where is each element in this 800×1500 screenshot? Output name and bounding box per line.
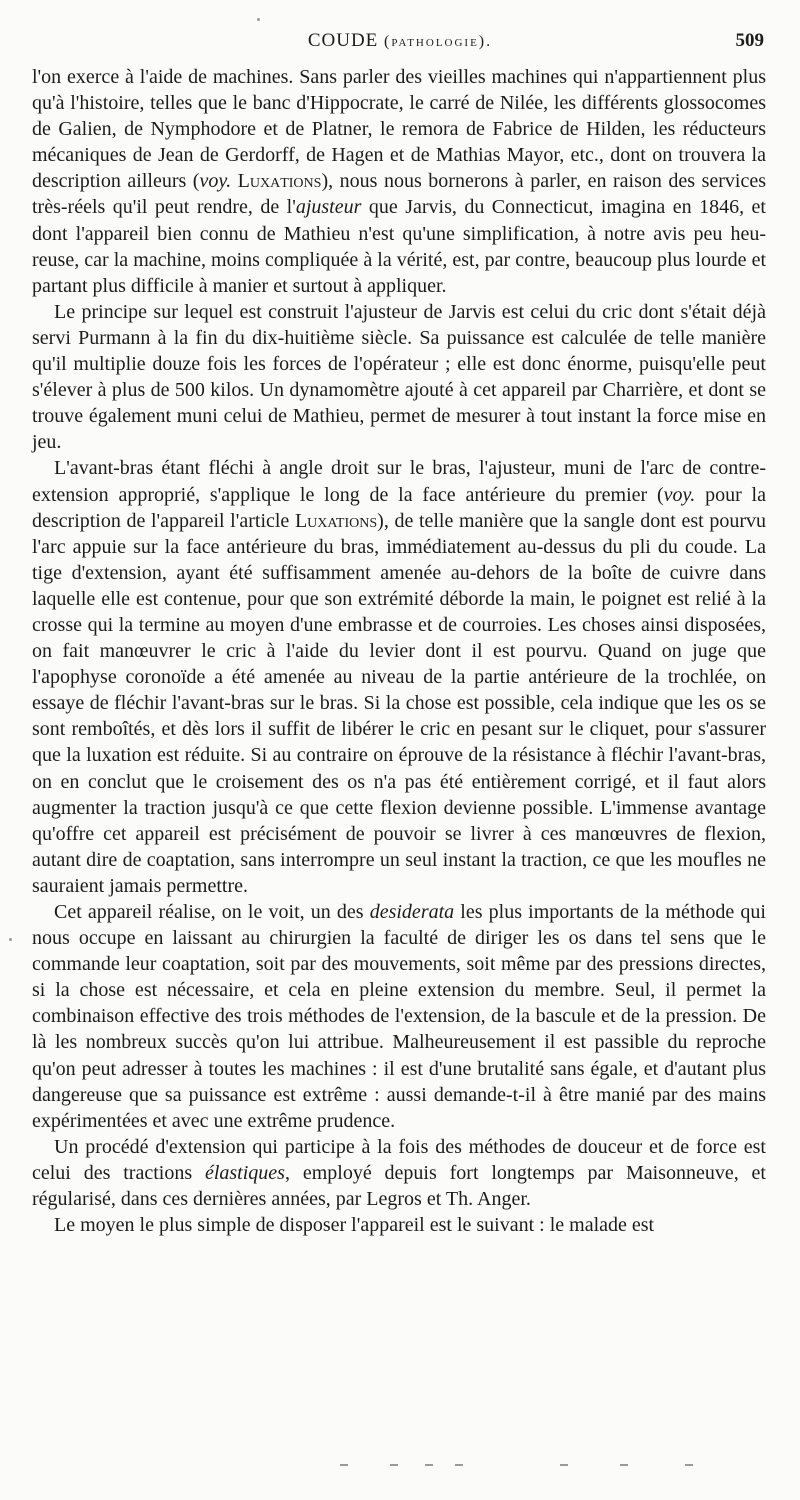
small-caps-run: Luxations (294, 509, 378, 532)
page-number: 509 (735, 30, 764, 51)
paragraph (32, 1134, 766, 1212)
text-run: Le principe sur lequel est construit l'ajusteur de Jarvis est celui du cric dont s'était déjà servi Purmann à la fin du dix-huitième siècle. Sa puissance est calculée de telle manière qu'il multiplie douze fois les forces de l'opérateur ; elle est donc énorme, puisqu'elle peut s'élever à plus de 500 kilos. Un dynamomètre ajouté à cet appareil par Charrière, et dont se trouve également muni celui de Mathieu, permet de mesurer à tout instant la force mise en jeu. (32, 300, 766, 454)
margin-dot (257, 18, 260, 21)
text-run: ), de telle manière que la sangle dont est pourvu l'arc appuie sur la face antérieure du bras, immédiatement au-dessus du pli du coude. La tige d'extension, ayant été suffisamment amenée au-dehors de la boîte de cuivre dans laquelle elle est contenue, pour que son extrémité déborde la main, le poignet est relié à la crosse qui la termine au moyen d'une embrasse et de courroies. Les choses ainsi disposées, on fait manœuvrer le cric à l'aide du levier dont il est pourvu. Quand on juge que l'apophyse coronoïde a été amenée au niveau de la partie antérieure de la trochlée, on essaye de fléchir l'avant-bras sur le bras. Si la chose est possible, cela indique que les os se sont remboîtés, et dès lors il suffit de libérer le cric en pesant sur le cliquet, pour s'assurer que la luxation est réduite. Si au contraire on éprouve de la résistance à fléchir l'avant-bras, on en conclut que le croisement des os n'a pas été entièrement corrigé, et il faut alors augmenter la traction jusqu'à ce que cette flexion devienne possible. L'immense avantage qu'offre cet appareil est précisément de pouvoir se livrer à ces manœuvres de flexion, autant dire de coaptation, sans interrompre un seul instant la traction, ce que les moufles ne sauraient jamais permettre. (32, 509, 766, 897)
running-title-sub: (pathologie). (384, 33, 493, 50)
text-run: les plus importants de la méthode qui nous occupe en laissant au chirurgien la faculté de diriger les os dans tel sens que le commande leur coaptation, soit par des mouvements, soit même par des pressions directes, si la chose est nécessaire, et cela en pleine extension du membre. Seul, il permet la combinaison effective des trois méthodes de l'extension, de la bascule et de la pression. De là les nombreux succès qu'on lui attribue. Malheureusement il est passible du reproche qu'on peut adresser à toutes les machines : il est d'une brutalité sans égale, et d'autant plus dangereuse que sa puissance est extrême : aussi demande-t-il à être manié par des mains expérimentées et avec une extrême prudence. (32, 901, 766, 1132)
text-run: que Jarvis, du Connecticut, imagina en 1846, et dont l'appareil bien connu de Mathieu n'est qu'une simplification, à notre avis peu heureuse, car la machine, moins compliquée à la vérité, est, par contre, beaucoup plus lourde et partant plus difficile à manier et surtout à appliquer. (32, 196, 766, 297)
italic-run: voy. (199, 170, 232, 193)
text-run: pour la description de l'appareil l'article (32, 483, 766, 532)
italic-run: desiderata (369, 901, 455, 923)
text-run: l'on exerce à l'aide de machines. Sans parler des vieilles machines qui n'appartiennent plus qu'à l'histoire, telles que le banc d'Hippocrate, le carré de Nilée, les différents glossocomes de Galien, de Nymphodore et de Platner, le remora de Fabrice de Hilden, les réducteurs mécaniques de Jean de Gerdorff, de Hagen et de Mathias Mayor, etc., dont on trouvera la description ailleurs ( (32, 66, 766, 193)
text-run: Un procédé d'extension qui participe à la fois des méthodes de douceur et de force est celui des tractions (32, 1135, 766, 1184)
paragraph (32, 899, 766, 1134)
text-run: L'avant-bras étant fléchi à angle droit sur le bras, l'ajusteur, muni de l'arc de contre-extension approprié, s'applique le long de la face antérieure du premier ( (32, 457, 766, 506)
italic-run: élastiques (204, 1161, 285, 1184)
text-run: ), nous nous bornerons à parler, en raison des services très-réels qu'il peut rendre, de l' (32, 170, 767, 219)
running-title (32, 30, 768, 52)
margin-dot (9, 938, 12, 941)
page-header (32, 30, 768, 60)
body-text (32, 64, 766, 1238)
small-caps-run: Luxations (237, 170, 322, 193)
paragraph (32, 64, 766, 299)
italic-run: ajusteur (295, 196, 362, 219)
italic-run: voy. (663, 483, 696, 506)
paragraph (32, 455, 766, 899)
running-title-main: COUDE (307, 30, 379, 51)
footer-marks (340, 1464, 720, 1470)
text-run: , employé depuis fort longtemps par Maisonneuve, et régularisé, dans ces dernières années, par Legros et Th. Anger. (32, 1161, 766, 1211)
text-run: Cet appareil réalise, on le voit, un des (54, 901, 370, 923)
text-run: Le moyen le plus simple de disposer l'appareil est le suivant : le malade est (54, 1214, 655, 1237)
paragraph (32, 1212, 766, 1238)
paragraph (32, 299, 766, 456)
